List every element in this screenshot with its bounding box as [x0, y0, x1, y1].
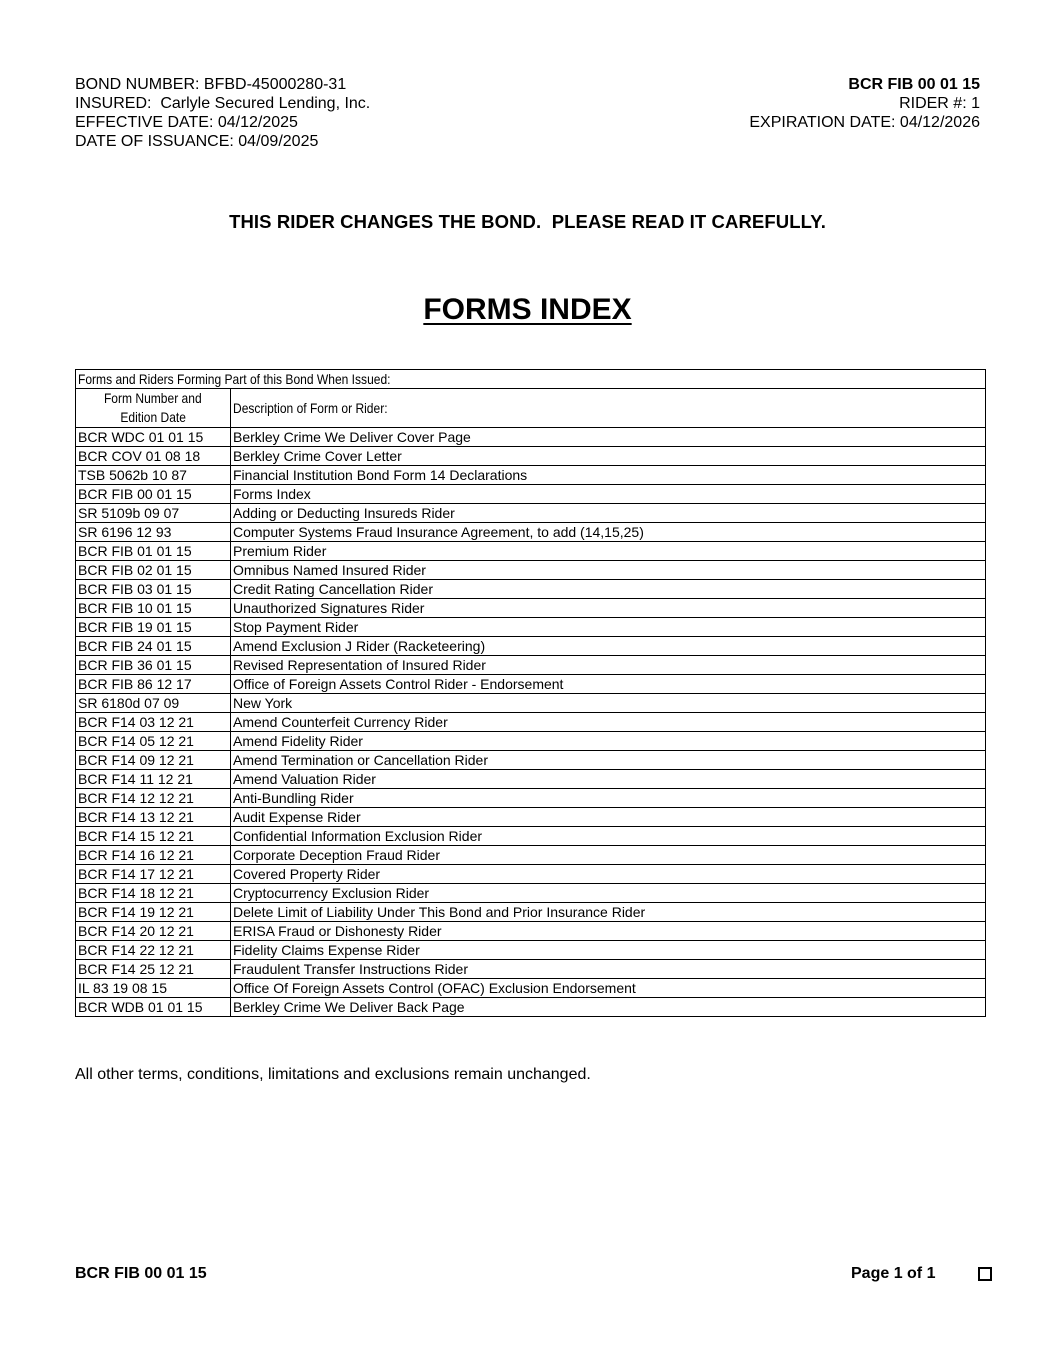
column-header-form-number: Form Number and Edition Date [76, 389, 231, 428]
table-row [76, 884, 986, 903]
form-number-cell: BCR F14 11 12 21 [76, 770, 231, 789]
form-description-cell: Fidelity Claims Expense Rider [231, 941, 986, 960]
expiration-date: EXPIRATION DATE: 04/12/2026 [749, 114, 980, 131]
table-row [76, 808, 986, 827]
table-row [76, 732, 986, 751]
date-of-issuance: DATE OF ISSUANCE: 04/09/2025 [75, 133, 319, 150]
header-form-code: BCR FIB 00 01 15 [848, 76, 980, 93]
table-row [76, 827, 986, 846]
bond-number: BOND NUMBER: BFBD-45000280-31 [75, 76, 347, 93]
form-description-cell: Credit Rating Cancellation Rider [231, 580, 986, 599]
form-description-cell: Amend Valuation Rider [231, 770, 986, 789]
table-row [76, 447, 986, 466]
footer-page-number: Page 1 of 1 [851, 1265, 936, 1282]
rider-notice: THIS RIDER CHANGES THE BOND. PLEASE READ IT CAREFULLY. [229, 211, 826, 232]
forms-table-body [76, 428, 986, 1017]
form-description-cell: Covered Property Rider [231, 865, 986, 884]
form-number-cell: BCR WDC 01 01 15 [76, 428, 231, 447]
form-description-cell: Financial Institution Bond Form 14 Declarations [231, 466, 986, 485]
form-description-cell: Amend Exclusion J Rider (Racketeering) [231, 637, 986, 656]
form-description-cell: ERISA Fraud or Dishonesty Rider [231, 922, 986, 941]
table-row [76, 941, 986, 960]
form-number-cell: BCR F14 19 12 21 [76, 903, 231, 922]
table-caption-row [76, 370, 986, 389]
form-number-cell: BCR FIB 10 01 15 [76, 599, 231, 618]
form-description-cell: Unauthorized Signatures Rider [231, 599, 986, 618]
form-description-cell: Berkley Crime Cover Letter [231, 447, 986, 466]
form-description-cell: Premium Rider [231, 542, 986, 561]
form-number-cell: BCR F14 15 12 21 [76, 827, 231, 846]
form-number-cell: BCR FIB 36 01 15 [76, 656, 231, 675]
form-number-cell: IL 83 19 08 15 [76, 979, 231, 998]
form-number-cell: BCR FIB 86 12 17 [76, 675, 231, 694]
table-row [76, 979, 986, 998]
table-row [76, 751, 986, 770]
table-row [76, 580, 986, 599]
table-row [76, 485, 986, 504]
rider-number: RIDER #: 1 [899, 95, 980, 112]
table-row [76, 903, 986, 922]
form-number-cell: BCR F14 22 12 21 [76, 941, 231, 960]
table-row [76, 789, 986, 808]
forms-table [75, 369, 986, 1017]
form-number-cell: BCR F14 16 12 21 [76, 846, 231, 865]
form-number-cell: BCR FIB 01 01 15 [76, 542, 231, 561]
form-number-cell: BCR FIB 19 01 15 [76, 618, 231, 637]
form-description-cell: Revised Representation of Insured Rider [231, 656, 986, 675]
form-number-cell: BCR F14 25 12 21 [76, 960, 231, 979]
form-number-cell: BCR F14 17 12 21 [76, 865, 231, 884]
checkbox-square-icon [978, 1267, 992, 1281]
page-title: FORMS INDEX [423, 293, 632, 326]
form-number-cell: BCR F14 18 12 21 [76, 884, 231, 903]
table-row [76, 675, 986, 694]
form-number-cell: SR 5109b 09 07 [76, 504, 231, 523]
form-description-cell: Omnibus Named Insured Rider [231, 561, 986, 580]
form-number-cell: BCR COV 01 08 18 [76, 447, 231, 466]
form-number-cell: BCR WDB 01 01 15 [76, 998, 231, 1017]
form-description-cell: Adding or Deducting Insureds Rider [231, 504, 986, 523]
table-caption: Forms and Riders Forming Part of this Bond When Issued: [76, 370, 986, 389]
form-number-cell: SR 6180d 07 09 [76, 694, 231, 713]
header-right-block [749, 75, 980, 132]
form-description-cell: Fraudulent Transfer Instructions Rider [231, 960, 986, 979]
form-description-cell: Amend Counterfeit Currency Rider [231, 713, 986, 732]
form-description-cell: New York [231, 694, 986, 713]
table-row [76, 618, 986, 637]
table-row [76, 542, 986, 561]
form-description-cell: Stop Payment Rider [231, 618, 986, 637]
form-number-cell: BCR FIB 24 01 15 [76, 637, 231, 656]
form-description-cell: Audit Expense Rider [231, 808, 986, 827]
header-left-block [75, 75, 370, 151]
effective-date: EFFECTIVE DATE: 04/12/2025 [75, 114, 298, 131]
form-number-cell: SR 6196 12 93 [76, 523, 231, 542]
closing-note: All other terms, conditions, limitations and exclusions remain unchanged. [75, 1066, 591, 1083]
form-description-cell: Cryptocurrency Exclusion Rider [231, 884, 986, 903]
form-description-cell: Amend Fidelity Rider [231, 732, 986, 751]
form-description-cell: Computer Systems Fraud Insurance Agreement, to add (14,15,25) [231, 523, 986, 542]
form-number-cell: BCR F14 12 12 21 [76, 789, 231, 808]
form-number-cell: BCR F14 09 12 21 [76, 751, 231, 770]
form-number-cell: BCR F14 13 12 21 [76, 808, 231, 827]
form-description-cell: Office of Foreign Assets Control Rider - Endorsement [231, 675, 986, 694]
table-row [76, 523, 986, 542]
form-description-cell: Berkley Crime We Deliver Cover Page [231, 428, 986, 447]
form-number-cell: BCR FIB 00 01 15 [76, 485, 231, 504]
form-number-cell: BCR F14 05 12 21 [76, 732, 231, 751]
form-number-cell: BCR FIB 02 01 15 [76, 561, 231, 580]
table-row [76, 922, 986, 941]
column-header-description: Description of Form or Rider: [231, 389, 986, 428]
form-number-cell: TSB 5062b 10 87 [76, 466, 231, 485]
form-description-cell: Office Of Foreign Assets Control (OFAC) Exclusion Endorsement [231, 979, 986, 998]
form-number-cell: BCR F14 20 12 21 [76, 922, 231, 941]
table-row [76, 960, 986, 979]
table-row [76, 998, 986, 1017]
form-number-cell: BCR FIB 03 01 15 [76, 580, 231, 599]
table-row [76, 504, 986, 523]
table-row [76, 599, 986, 618]
form-description-cell: Delete Limit of Liability Under This Bond and Prior Insurance Rider [231, 903, 986, 922]
table-row [76, 656, 986, 675]
form-description-cell: Anti-Bundling Rider [231, 789, 986, 808]
form-description-cell: Corporate Deception Fraud Rider [231, 846, 986, 865]
form-description-cell: Amend Termination or Cancellation Rider [231, 751, 986, 770]
table-row [76, 865, 986, 884]
table-row [76, 770, 986, 789]
table-row [76, 466, 986, 485]
table-row [76, 637, 986, 656]
table-header-row [76, 389, 986, 428]
form-number-cell: BCR F14 03 12 21 [76, 713, 231, 732]
form-description-cell: Confidential Information Exclusion Rider [231, 827, 986, 846]
table-row [76, 846, 986, 865]
footer-form-code: BCR FIB 00 01 15 [75, 1265, 207, 1282]
insured-name: INSURED: Carlyle Secured Lending, Inc. [75, 95, 371, 112]
table-row [76, 428, 986, 447]
form-description-cell: Forms Index [231, 485, 986, 504]
table-row [76, 694, 986, 713]
table-row [76, 713, 986, 732]
form-description-cell: Berkley Crime We Deliver Back Page [231, 998, 986, 1017]
table-row [76, 561, 986, 580]
